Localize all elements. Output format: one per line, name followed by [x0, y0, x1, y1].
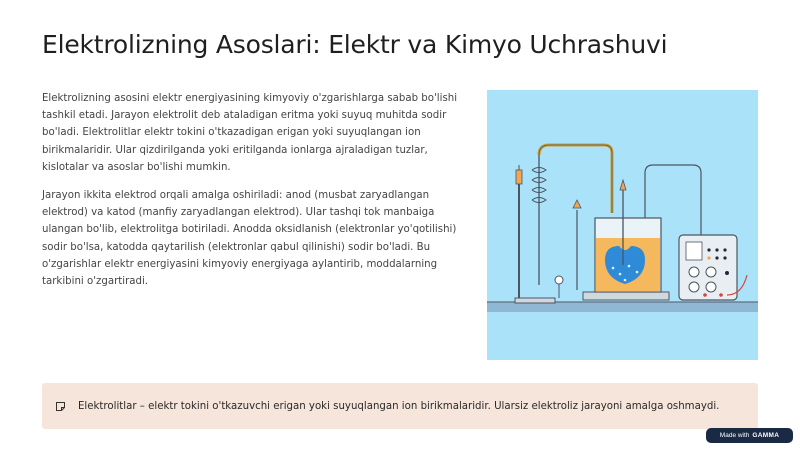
- badge-prefix: Made with: [719, 432, 750, 439]
- note-icon: [54, 400, 66, 412]
- electrolysis-illustration: [487, 90, 758, 360]
- made-with-gamma-badge[interactable]: [706, 428, 793, 443]
- electrolysis-apparatus-image: [487, 90, 758, 360]
- page-title: Elektrolizning Asoslari: Elektr va Kimyo Uchrashuvi: [42, 30, 668, 59]
- callout-box: [42, 383, 758, 429]
- paragraph: Elektrolizning asosini elektr energiyasining kimyoviy o'zgarishlarga sabab bo'lishi tashkil etadi. Jarayon elektrolit deb ataladigan eritma yoki suyuq muhitda sodir bo'ladi. Elektrolitlar elektr tokini o'tkazadigan erigan yoki suyuqlangan ion birikmalaridir. Ular qizdirilganda yoki eritilganda ionlarga ajraladigan tuzlar, kislotalar va asoslar bo'lishi mumkin.: [42, 93, 458, 173]
- body-text: [42, 90, 462, 301]
- callout-text: Elektrolitlar – elektr tokini o'tkazuvchi erigan yoki suyuqlangan ion birikmalaridir. Ularsiz elektroliz jarayoni amalga oshmaydi.: [78, 400, 720, 412]
- badge-brand: GAMMA: [752, 432, 780, 439]
- paragraph: Jarayon ikkita elektrod orqali amalga oshiriladi: anod (musbat zaryadlangan elektrod) va katod (manfiy zaryadlangan elektrod). Ular tashqi tok manbaiga ulangan bo'lib, elektrolitga botiriladi. Anodda oksidlanish (elektronlar yo'qotilishi) sodir bo'lsa, katodda qaytarilish (elektronlar qabul qilinishi) sodir bo'ladi. Bu o'zgarishlar elektr energiyasini kimyoviy energiyaga aylantirib, moddalarning tarkibini o'zgartiradi.: [42, 190, 457, 288]
